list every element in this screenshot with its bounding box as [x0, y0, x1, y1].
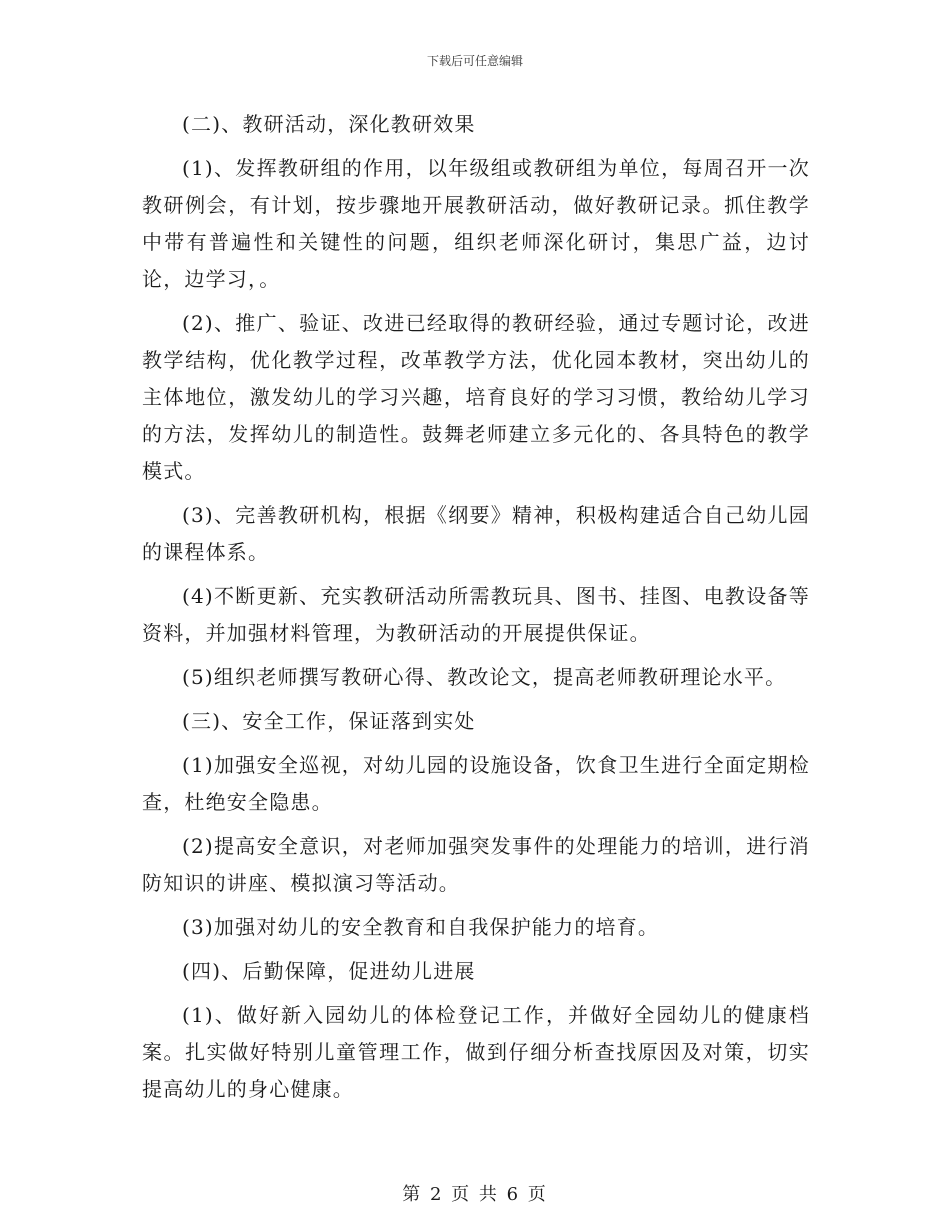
- paragraph: (3)、完善教研机构，根据《纲要》精神，积极构建适合自己幼儿园的课程体系。: [142, 503, 810, 564]
- paragraph: (1)加强安全巡视，对幼儿园的设施设备，饮食卫生进行全面定期检查，杜绝安全隐患。: [142, 753, 810, 814]
- paragraph: (1)、做好新入园幼儿的体检登记工作，并做好全园幼儿的健康档案。扎实做好特别儿童管理工作，做到仔细分析查找原因及对策，切实提高幼儿的身心健康。: [142, 1003, 810, 1101]
- paragraph: (4)不断更新、充实教研活动所需教玩具、图书、挂图、电教设备等资料，并加强材料管理，为教研活动的开展提供保证。: [142, 584, 810, 645]
- paragraph: (1)、发挥教研组的作用，以年级组或教研组为单位，每周召开一次教研例会，有计划，按步骤地开展教研活动，做好教研记录。抓住教学中带有普遍性和关键性的问题，组织老师深化研讨，集思广益，边讨论，边学习，。: [142, 156, 810, 291]
- document-body: [142, 106, 810, 1108]
- page-number: 第 2 页 共 6 页: [402, 1184, 548, 1205]
- section-heading-4: (四)、后勤保障，促进幼儿进展: [182, 959, 476, 983]
- page-header-note: 下载后可任意编辑: [426, 54, 523, 68]
- paragraph: (3)加强对幼儿的安全教育和自我保护能力的培育。: [182, 915, 660, 939]
- paragraph: (5)组织老师撰写教研心得、教改论文，提高老师教研理论水平。: [182, 665, 787, 689]
- section-heading-2: (二)、教研活动，深化教研效果: [182, 112, 476, 136]
- section-heading-3: (三)、安全工作，保证落到实处: [182, 709, 476, 733]
- paragraph: (2)提高安全意识，对老师加强突发事件的处理能力的培训，进行消防知识的讲座、模拟演习等活动。: [142, 834, 810, 895]
- paragraph: (2)、推广、验证、改进已经取得的教研经验，通过专题讨论，改进教学结构，优化教学过程，改革教学方法，优化园本教材，突出幼儿的主体地位，激发幼儿的学习兴趣，培育良好的学习习惯，教给幼儿学习的方法，发挥幼儿的制造性。鼓舞老师建立多元化的、各具特色的教学模式。: [142, 311, 810, 483]
